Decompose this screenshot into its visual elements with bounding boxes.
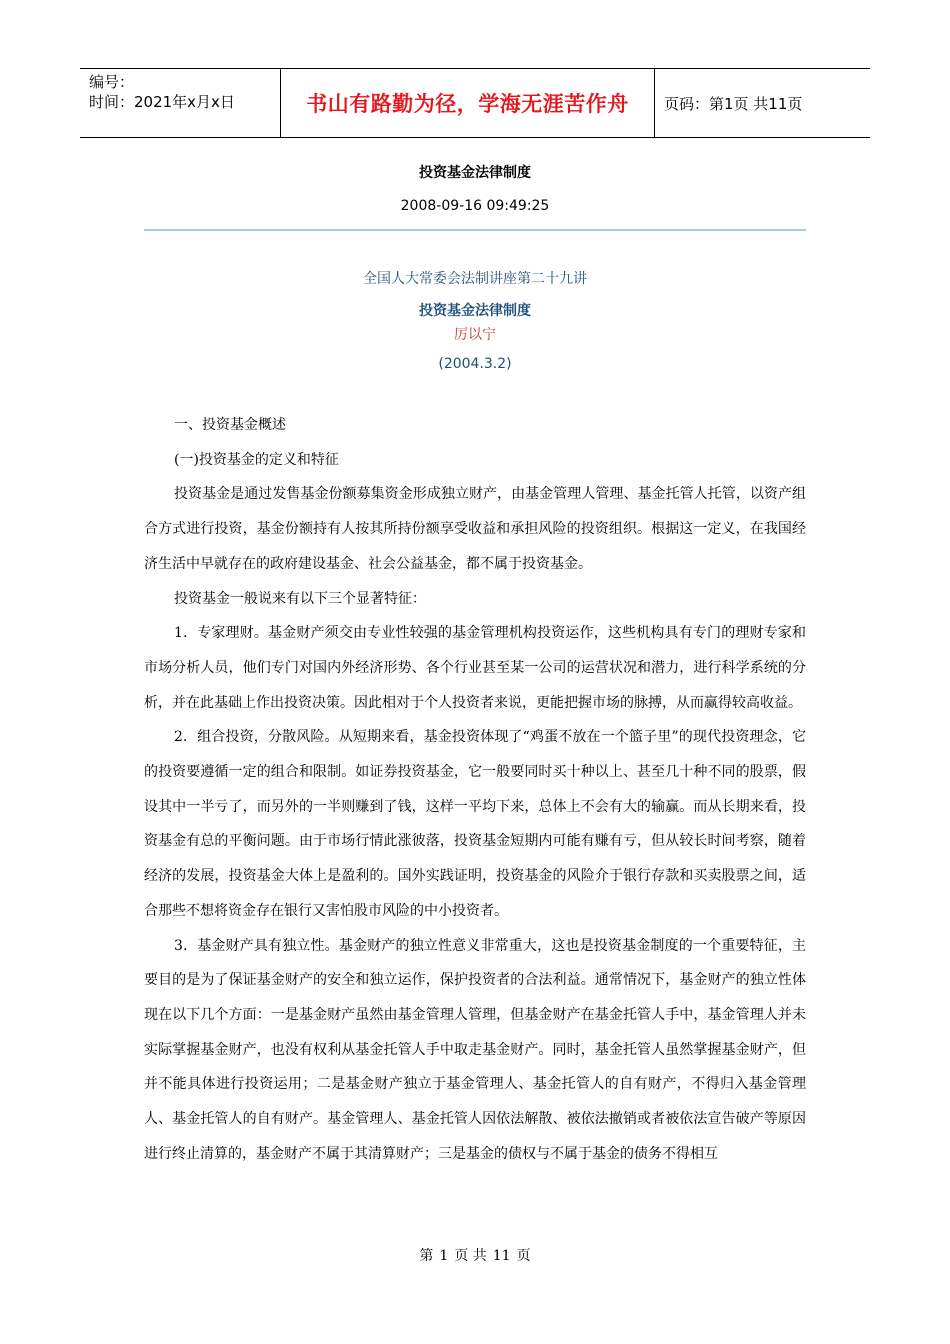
title-divider bbox=[144, 229, 806, 231]
header-meta bbox=[80, 69, 281, 137]
document-number-label: 编号： bbox=[89, 73, 135, 91]
article-body bbox=[144, 408, 806, 1171]
footer-page-suffix: 页 bbox=[516, 1248, 531, 1264]
body-paragraph: 3．基金财产具有独立性。基金财产的独立性意义非常重大，这也是投资基金制度的一个重要特征，主要目的是为了保证基金财产的安全和独立运作，保护投资者的合法利益。通常情况下，基金财产的独立性体现在以下几个方面：一是基金财产虽然由基金管理人管理，但基金财产在基金托管人手中，基金管理人并未实际掌握基金财产，也没有权利从基金托管人手中取走基金财产。同时，基金托管人虽然掌握基金财产，但并不能具体进行投资运用；二是基金财产独立于基金管理人、基金托管人的自有财产，不得归入基金管理人、基金托管人的自有财产。基金管理人、基金托管人因依法解散、被依法撤销或者被依法宣告破产等原因进行终止清算的，基金财产不属于其清算财产；三是基金的债权与不属于基金的债务不得相互 bbox=[144, 937, 806, 1162]
footer-page-current: 1 bbox=[439, 1248, 449, 1264]
article-datetime: 2008-09-16 09:49:25 bbox=[400, 198, 550, 214]
lecture-series: 全国人大常委会法制讲座第二十九讲 bbox=[363, 271, 587, 287]
footer-page-mid: 页 共 bbox=[454, 1248, 487, 1264]
header-motto-cell bbox=[281, 69, 655, 137]
body-paragraph: 2．组合投资，分散风险。从短期来看，基金投资体现了“鸡蛋不放在一个篮子里”的现代投资理念，它的投资要遵循一定的组合和限制。如证券投资基金，它一般要同时买十种以上、甚至几十种不同的股票，假设其中一半亏了，而另外的一半则赚到了钱，这样一平均下来，总体上不会有大的输赢。而从长期来看，投资基金有总的平衡问题。由于市场行情此涨彼落，投资基金短期内可能有赚有亏，但从较长时间考察，随着经济的发展，投资基金大体上是盈利的。国外实践证明，投资基金的风险介于银行存款和买卖股票之间，适合那些不想将资金存在银行又害怕股市风险的中小投资者。 bbox=[144, 729, 806, 919]
body-paragraph: 1．专家理财。基金财产须交由专业性较强的基金管理机构投资运作，这些机构具有专门的理财专家和市场分析人员，他们专门对国内外经济形势、各个行业甚至某一公司的运营状况和潜力，进行科学系统的分析，并在此基础上作出投资决策。因此相对于个人投资者来说，更能把握市场的脉搏，从而赢得较高收益。 bbox=[144, 625, 806, 711]
document-time-label: 时间：2021年x月x日 bbox=[89, 93, 235, 111]
body-paragraph: 投资基金是通过发售基金份额募集资金形成独立财产，由基金管理人管理、基金托管人托管，以资产组合方式进行投资，基金份额持有人按其所持份额享受收益和承担风险的投资组织。根据这一定义，在我国经济生活中早就存在的政府建设基金、社会公益基金，都不属于投资基金。 bbox=[144, 486, 806, 572]
header-page-info: 页码：第1页 共11页 bbox=[664, 94, 803, 113]
subsection-heading: (一)投资基金的定义和特征 bbox=[174, 451, 339, 468]
page-footer bbox=[0, 1245, 950, 1265]
body-paragraph: 投资基金一般说来有以下三个显著特征： bbox=[174, 590, 426, 607]
footer-page-prefix: 第 bbox=[419, 1248, 434, 1264]
section-heading: 一、投资基金概述 bbox=[174, 417, 286, 433]
header-motto: 书山有路勤为径，学海无涯苦作舟 bbox=[306, 92, 629, 116]
lecture-author: 厉以宁 bbox=[454, 327, 496, 343]
document-header bbox=[80, 68, 870, 138]
article-title: 投资基金法律制度 bbox=[419, 165, 531, 181]
footer-page-total: 11 bbox=[492, 1248, 511, 1264]
lecture-date: (2004.3.2) bbox=[438, 356, 512, 372]
lecture-title: 投资基金法律制度 bbox=[419, 303, 531, 319]
